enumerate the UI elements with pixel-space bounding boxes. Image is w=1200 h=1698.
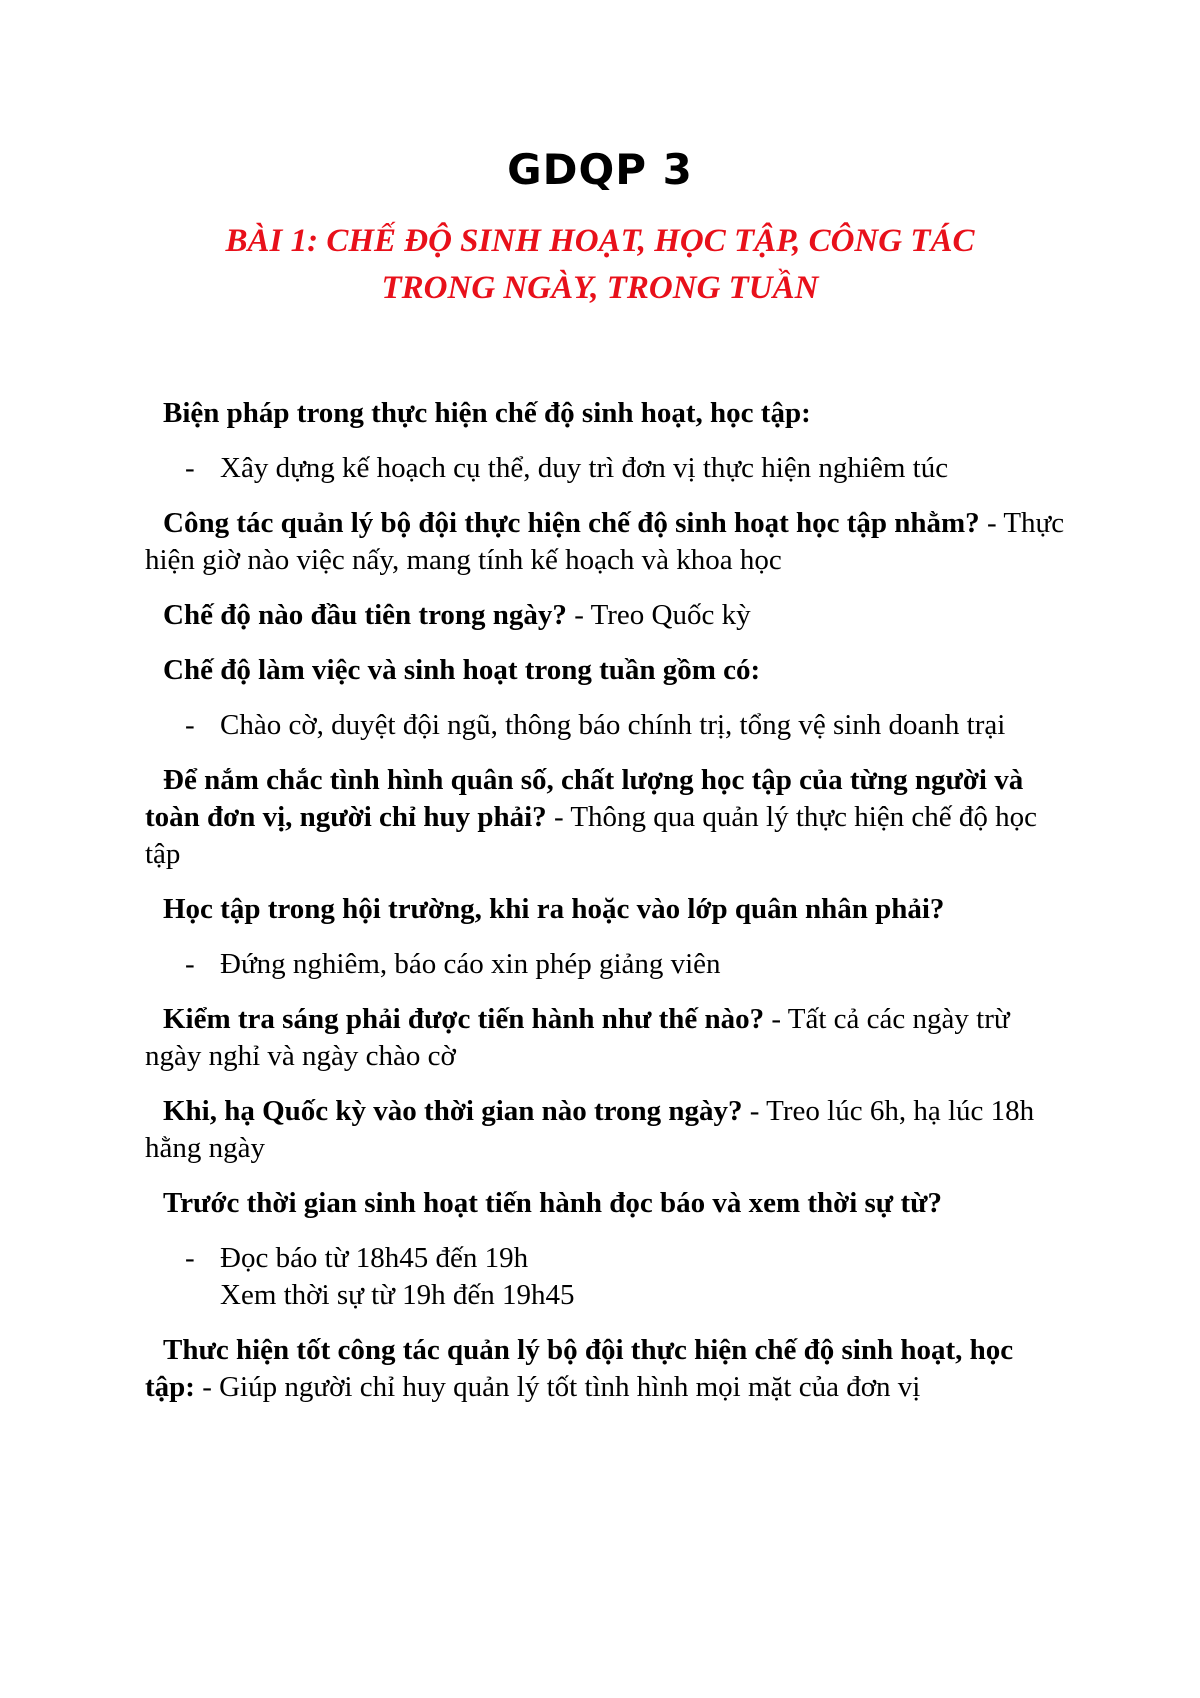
subtitle-line-2: TRONG NGÀY, TRONG TUẦN — [381, 270, 819, 306]
lesson-subtitle — [100, 218, 1100, 312]
dash-bullet: - — [185, 452, 195, 484]
page-title: GDQP 3 — [507, 145, 693, 194]
question-8: Khi, hạ Quốc kỳ vào thời gian nào trong ngày? - Treo lúc 6h, hạ lúc 18h hằng ngày — [145, 1095, 1035, 1164]
question-7: Kiểm tra sáng phải được tiến hành như thế nào? - Tất cả các ngày trừ ngày nghỉ và ngày chào cờ — [145, 1003, 1010, 1072]
question-3: Chế độ nào đầu tiên trong ngày? - Treo Quốc kỳ — [163, 599, 751, 631]
question-6: Học tập trong hội trường, khi ra hoặc vào lớp quân nhân phải? — [163, 893, 945, 925]
answer-1: - Xây dựng kế hoạch cụ thể, duy trì đơn vị thực hiện nghiêm túc — [145, 450, 1065, 487]
dash-bullet: - — [185, 948, 195, 980]
answer-4: - Chào cờ, duyệt đội ngũ, thông báo chính trị, tổng vệ sinh doanh trại — [145, 707, 1065, 744]
question-4: Chế độ làm việc và sinh hoạt trong tuần gồm có: — [163, 654, 761, 686]
answer-10: - Giúp người chỉ huy quản lý tốt tình hình mọi mặt của đơn vị — [194, 1371, 921, 1403]
question-2: Công tác quản lý bộ đội thực hiện chế độ sinh hoạt học tập nhằm? - Thực hiện giờ nào việc nấy, mang tính kế hoạch và khoa học — [145, 507, 1065, 576]
question-1: Biện pháp trong thực hiện chế độ sinh hoạt, học tập: — [163, 397, 811, 429]
answer-3: - Treo Quốc kỳ — [566, 599, 751, 631]
question-5: Để nắm chắc tình hình quân số, chất lượng học tập của từng người và toàn đơn vị, người chỉ huy phải? - Thông qua quản lý thực hiện chế độ học tập — [145, 764, 1038, 870]
answer-2: - Thực hiện giờ nào việc nấy, mang tính kế hoạch và khoa học — [145, 507, 1065, 576]
answer-5: - Thông qua quản lý thực hiện chế độ học tập — [145, 801, 1038, 870]
answer-8: - Treo lúc 6h, hạ lúc 18h hằng ngày — [145, 1095, 1035, 1164]
document-body — [145, 395, 1065, 1424]
question-10: Thưc hiện tốt công tác quản lý bộ đội thực hiện chế độ sinh hoạt, học tập: - Giúp người chỉ huy quản lý tốt tình hình mọi mặt của đơn vị — [145, 1334, 1014, 1403]
answer-7: - Tất cả các ngày trừ ngày nghỉ và ngày chào cờ — [145, 1003, 1010, 1072]
answer-9: - Đọc báo từ 18h45 đến 19h Xem thời sự từ 19h đến 19h45 — [185, 1242, 575, 1311]
subtitle-line-1: BÀI 1: CHẾ ĐỘ SINH HOẠT, HỌC TẬP, CÔNG TÁC — [225, 223, 975, 259]
answer-6: - Đứng nghiêm, báo cáo xin phép giảng viên — [145, 946, 1065, 983]
dash-bullet: - — [185, 1242, 195, 1274]
dash-bullet: - — [185, 709, 195, 741]
question-9: Trước thời gian sinh hoạt tiến hành đọc báo và xem thời sự từ? — [163, 1187, 943, 1219]
